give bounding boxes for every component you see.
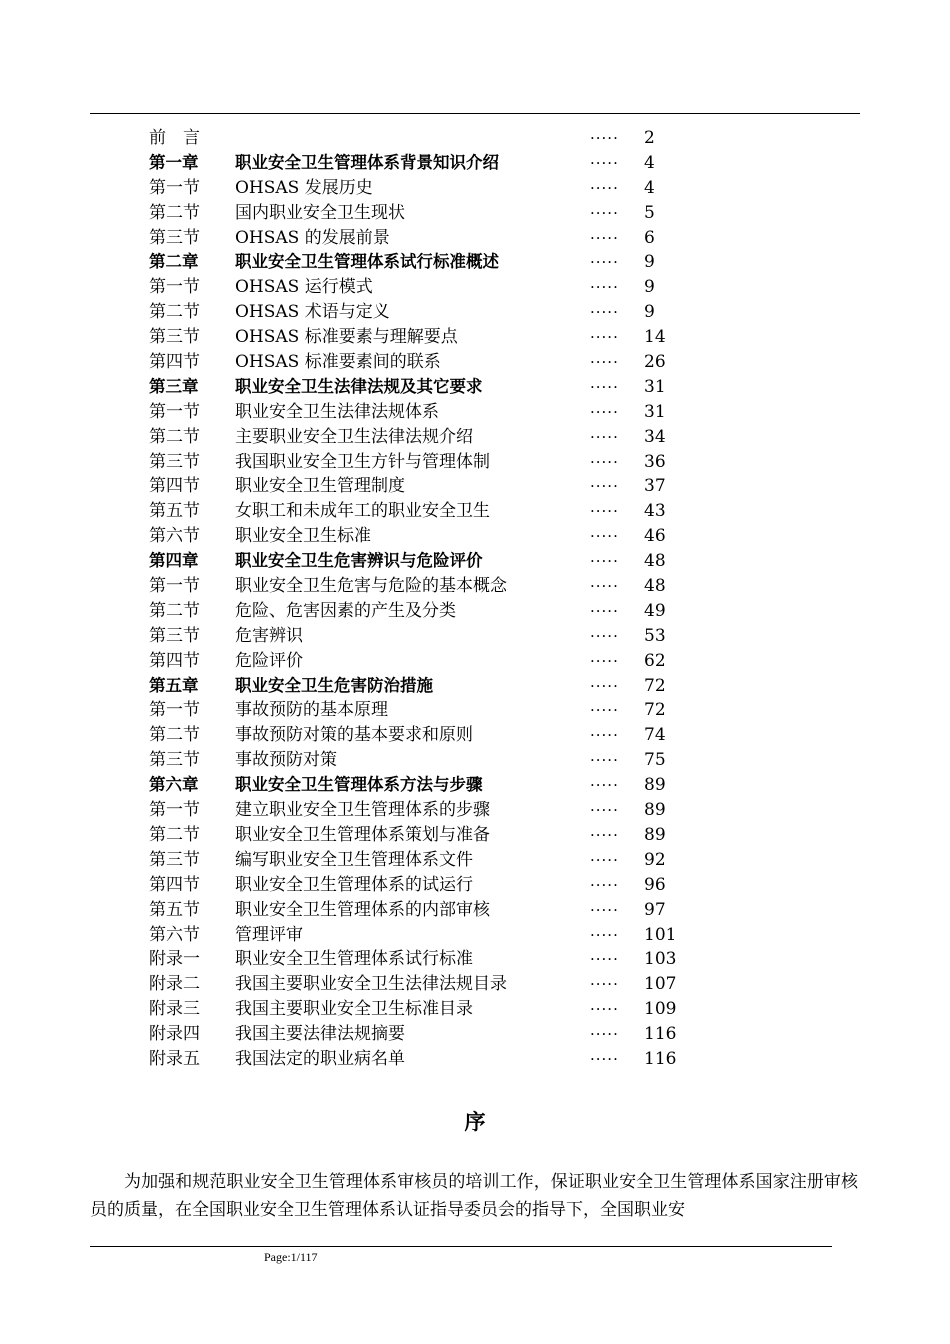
toc-entry-title: 职业安全卫生管理制度 (235, 476, 405, 497)
toc-entry-label: 第三节 (149, 327, 200, 348)
toc-entry-row[interactable] (0, 325, 950, 350)
toc-page-number: 107 (644, 974, 677, 995)
toc-entry-label: 附录四 (149, 1024, 200, 1045)
toc-entry-title: OHSAS 标准要素与理解要点 (235, 327, 458, 348)
toc-entry-row[interactable] (0, 300, 950, 325)
toc-leader-dots: ····· (590, 253, 619, 272)
toc-entry-row[interactable] (0, 524, 950, 549)
preface-body: 为加强和规范职业安全卫生管理体系审核员的培训工作，保证职业安全卫生管理体系国家注册审核员的质量，在全国职业安全卫生管理体系认证指导委员会的指导下，全国职业安 (90, 1172, 858, 1220)
toc-entry-title: 建立职业安全卫生管理体系的步骤 (235, 800, 490, 821)
toc-entry-label: 第一节 (149, 800, 200, 821)
toc-entry-row[interactable] (0, 972, 950, 997)
toc-entry-label: 附录二 (149, 974, 200, 995)
toc-leader-dots: ····· (590, 129, 619, 147)
toc-chapter-row[interactable] (0, 549, 950, 574)
toc-entry-title: 我国主要法律法规摘要 (235, 1024, 405, 1045)
toc-leader-dots: ····· (590, 950, 619, 969)
toc-entry-title: OHSAS 术语与定义 (235, 302, 390, 323)
toc-page-number: 62 (644, 650, 666, 671)
toc-entry-row[interactable] (0, 574, 950, 599)
toc-entry-title: OHSAS 运行模式 (235, 277, 373, 298)
toc-chapter-row[interactable] (0, 773, 950, 798)
toc-leader-dots: ····· (590, 427, 619, 446)
toc-leader-dots: ····· (590, 1000, 619, 1019)
toc-page-number: 72 (644, 700, 666, 721)
toc-entry-row[interactable] (0, 898, 950, 923)
toc-entry-row[interactable] (0, 947, 950, 972)
toc-entry-row[interactable] (0, 748, 950, 773)
preface-heading: 序 (464, 1110, 486, 1134)
table-of-contents (0, 126, 950, 1072)
toc-entry-label: 附录三 (149, 999, 200, 1020)
toc-leader-dots: ····· (590, 377, 619, 396)
toc-page-number: 4 (644, 177, 655, 198)
toc-entry-title: 我国职业安全卫生方针与管理体制 (235, 451, 490, 472)
toc-entry-row[interactable] (0, 848, 950, 873)
toc-entry-row[interactable] (0, 873, 950, 898)
toc-entry-title: OHSAS 发展历史 (235, 177, 373, 198)
toc-page-number: 96 (644, 874, 666, 895)
toc-entry-row[interactable] (0, 201, 950, 226)
toc-page-number: 75 (644, 750, 666, 771)
toc-entry-title: 职业安全卫生管理体系背景知识介绍 (235, 152, 499, 172)
toc-entry-label: 第三章 (149, 376, 199, 396)
toc-entry-row[interactable] (0, 425, 950, 450)
toc-chapter-row[interactable] (0, 375, 950, 400)
toc-page-number: 36 (644, 451, 666, 472)
toc-entry-title: 女职工和未成年工的职业安全卫生 (235, 501, 490, 522)
toc-entry-label: 附录五 (149, 1048, 200, 1069)
toc-page-number: 89 (644, 775, 666, 796)
toc-leader-dots: ····· (590, 228, 619, 247)
toc-leader-dots: ····· (590, 552, 619, 571)
toc-leader-dots: ····· (590, 601, 619, 620)
toc-entry-label: 第一节 (149, 576, 200, 597)
toc-leader-dots: ····· (590, 900, 619, 919)
toc-entry-label: 第二节 (149, 824, 200, 845)
toc-leader-dots: ····· (590, 701, 619, 720)
toc-chapter-row[interactable] (0, 250, 950, 275)
header-rule (90, 113, 860, 114)
toc-entry-title: 职业安全卫生标准 (235, 526, 371, 547)
toc-entry-label: 第四节 (149, 650, 200, 671)
toc-entry-row[interactable] (0, 126, 950, 151)
toc-entry-title: 编写职业安全卫生管理体系文件 (235, 849, 473, 870)
toc-entry-title: 职业安全卫生法律法规体系 (235, 401, 439, 422)
toc-leader-dots: ····· (590, 626, 619, 645)
toc-page-number: 97 (644, 899, 666, 920)
toc-leader-dots: ····· (590, 651, 619, 670)
toc-entry-title: 职业安全卫生管理体系方法与步骤 (235, 775, 483, 795)
toc-page-number: 92 (644, 849, 666, 870)
toc-entry-label: 第三节 (149, 750, 200, 771)
toc-leader-dots: ····· (590, 1025, 619, 1044)
toc-entry-title: 危险、危害因素的产生及分类 (235, 600, 456, 621)
toc-page-number: 5 (644, 202, 655, 223)
toc-entry-row[interactable] (0, 1022, 950, 1047)
toc-leader-dots: ····· (590, 203, 619, 222)
toc-entry-row[interactable] (0, 474, 950, 499)
toc-leader-dots: ····· (590, 676, 619, 695)
toc-leader-dots: ····· (590, 875, 619, 894)
toc-entry-title: 职业安全卫生管理体系试行标准 (235, 949, 473, 970)
toc-leader-dots: ····· (590, 303, 619, 322)
toc-leader-dots: ····· (590, 502, 619, 521)
toc-entry-label: 第一节 (149, 700, 200, 721)
toc-page-number: 116 (644, 1024, 677, 1045)
toc-chapter-row[interactable] (0, 151, 950, 176)
toc-entry-title: 主要职业安全卫生法律法规介绍 (235, 426, 473, 447)
page-number: Page:1/117 (264, 1250, 318, 1264)
toc-entry-label: 第五章 (149, 675, 199, 695)
toc-entry-label: 附录一 (149, 949, 200, 970)
toc-entry-label: 第一章 (149, 152, 199, 172)
toc-entry-row[interactable] (0, 400, 950, 425)
toc-entry-label: 第一节 (149, 277, 200, 298)
toc-entry-label: 第一节 (149, 177, 200, 198)
toc-entry-row[interactable] (0, 823, 950, 848)
toc-page-number: 9 (644, 277, 655, 298)
toc-page-number: 34 (644, 426, 666, 447)
toc-leader-dots: ····· (590, 975, 619, 994)
toc-page-number: 103 (644, 949, 677, 970)
toc-entry-title: 职业安全卫生管理体系的内部审核 (235, 899, 490, 920)
toc-page-number: 4 (644, 152, 655, 173)
toc-entry-label: 第一节 (149, 401, 200, 422)
toc-leader-dots: ····· (590, 353, 619, 372)
toc-entry-label: 第三节 (149, 451, 200, 472)
toc-entry-row[interactable] (0, 649, 950, 674)
toc-leader-dots: ····· (590, 751, 619, 770)
toc-entry-label: 第五节 (149, 501, 200, 522)
toc-page-number: 31 (644, 376, 666, 397)
toc-leader-dots: ····· (590, 925, 619, 944)
toc-page-number: 53 (644, 625, 666, 646)
toc-entry-label: 第二节 (149, 202, 200, 223)
toc-entry-title: 管理评审 (235, 924, 303, 945)
toc-leader-dots: ····· (590, 801, 619, 820)
toc-leader-dots: ····· (590, 452, 619, 471)
toc-page-number: 46 (644, 526, 666, 547)
toc-entry-row[interactable] (0, 350, 950, 375)
toc-page-number: 26 (644, 352, 666, 373)
toc-entry-title: 我国法定的职业病名单 (235, 1048, 405, 1069)
toc-leader-dots: ····· (590, 1049, 619, 1068)
toc-page-number: 89 (644, 824, 666, 845)
toc-entry-label: 第五节 (149, 899, 200, 920)
toc-leader-dots: ····· (590, 402, 619, 421)
toc-page-number: 101 (644, 924, 677, 945)
toc-page-number: 6 (644, 227, 655, 248)
toc-entry-title: 事故预防对策 (235, 750, 337, 771)
toc-entry-row[interactable] (0, 624, 950, 649)
toc-entry-label: 第二节 (149, 725, 200, 746)
toc-entry-label: 第二节 (149, 426, 200, 447)
toc-page-number: 49 (644, 600, 666, 621)
toc-entry-title: 危害辨识 (235, 625, 303, 646)
toc-entry-row[interactable] (0, 1047, 950, 1072)
toc-page-number: 116 (644, 1048, 677, 1069)
toc-leader-dots: ····· (590, 825, 619, 844)
toc-leader-dots: ····· (590, 477, 619, 496)
toc-leader-dots: ····· (590, 527, 619, 546)
toc-entry-label: 第二节 (149, 600, 200, 621)
toc-entry-label: 第六章 (149, 775, 199, 795)
toc-entry-label: 第四节 (149, 352, 200, 373)
toc-entry-row[interactable] (0, 275, 950, 300)
toc-entry-title: 职业安全卫生危害防治措施 (235, 675, 433, 695)
toc-entry-title: 事故预防对策的基本要求和原则 (235, 725, 473, 746)
toc-entry-label: 第二节 (149, 302, 200, 323)
toc-entry-label: 第二章 (149, 252, 199, 272)
toc-entry-label: 前 言 (149, 128, 200, 148)
toc-entry-row[interactable] (0, 176, 950, 201)
toc-leader-dots: ····· (590, 328, 619, 347)
toc-entry-row[interactable] (0, 798, 950, 823)
toc-entry-label: 第六节 (149, 526, 200, 547)
toc-leader-dots: ····· (590, 776, 619, 795)
toc-page-number: 37 (644, 476, 666, 497)
toc-entry-label: 第三节 (149, 625, 200, 646)
toc-leader-dots: ····· (590, 178, 619, 197)
toc-entry-row[interactable] (0, 599, 950, 624)
toc-entry-row[interactable] (0, 499, 950, 524)
toc-entry-label: 第三节 (149, 849, 200, 870)
toc-entry-title: 职业安全卫生法律法规及其它要求 (235, 376, 483, 396)
toc-leader-dots: ····· (590, 577, 619, 596)
toc-entry-title: 我国主要职业安全卫生标准目录 (235, 999, 473, 1020)
toc-page-number: 31 (644, 401, 666, 422)
toc-page-number: 48 (644, 551, 666, 572)
toc-leader-dots: ····· (590, 850, 619, 869)
toc-entry-title: 职业安全卫生管理体系试行标准概述 (235, 252, 499, 272)
toc-entry-label: 第四节 (149, 874, 200, 895)
toc-entry-row[interactable] (0, 226, 950, 251)
toc-page-number: 89 (644, 800, 666, 821)
toc-page-number: 9 (644, 252, 655, 273)
toc-entry-label: 第三节 (149, 227, 200, 248)
toc-chapter-row[interactable] (0, 674, 950, 699)
toc-page-number: 109 (644, 999, 677, 1020)
toc-entry-title: 我国主要职业安全卫生法律法规目录 (235, 974, 507, 995)
toc-entry-title: OHSAS 的发展前景 (235, 227, 390, 248)
toc-entry-title: 事故预防的基本原理 (235, 700, 388, 721)
toc-entry-label: 第六节 (149, 924, 200, 945)
toc-page-number: 2 (644, 128, 655, 148)
toc-leader-dots: ····· (590, 153, 619, 172)
toc-page-number: 72 (644, 675, 666, 696)
toc-entry-label: 第四章 (149, 551, 199, 571)
toc-page-number: 43 (644, 501, 666, 522)
toc-entry-title: 职业安全卫生危害与危险的基本概念 (235, 576, 507, 597)
toc-page-number: 9 (644, 302, 655, 323)
toc-entry-title: 危险评价 (235, 650, 303, 671)
toc-entry-title: 职业安全卫生管理体系策划与准备 (235, 824, 490, 845)
toc-entry-row[interactable] (0, 698, 950, 723)
footer-rule (90, 1246, 832, 1247)
toc-entry-label: 第四节 (149, 476, 200, 497)
toc-page-number: 74 (644, 725, 666, 746)
toc-entry-row[interactable] (0, 723, 950, 748)
toc-leader-dots: ····· (590, 726, 619, 745)
toc-entry-title: 国内职业安全卫生现状 (235, 202, 405, 223)
toc-leader-dots: ····· (590, 278, 619, 297)
toc-page-number: 48 (644, 576, 666, 597)
toc-entry-title: 职业安全卫生管理体系的试运行 (235, 874, 473, 895)
toc-entry-title: OHSAS 标准要素间的联系 (235, 352, 441, 373)
toc-page-number: 14 (644, 327, 666, 348)
toc-entry-row[interactable] (0, 997, 950, 1022)
toc-entry-row[interactable] (0, 450, 950, 475)
toc-entry-title: 职业安全卫生危害辨识与危险评价 (235, 551, 483, 571)
toc-entry-row[interactable] (0, 923, 950, 948)
